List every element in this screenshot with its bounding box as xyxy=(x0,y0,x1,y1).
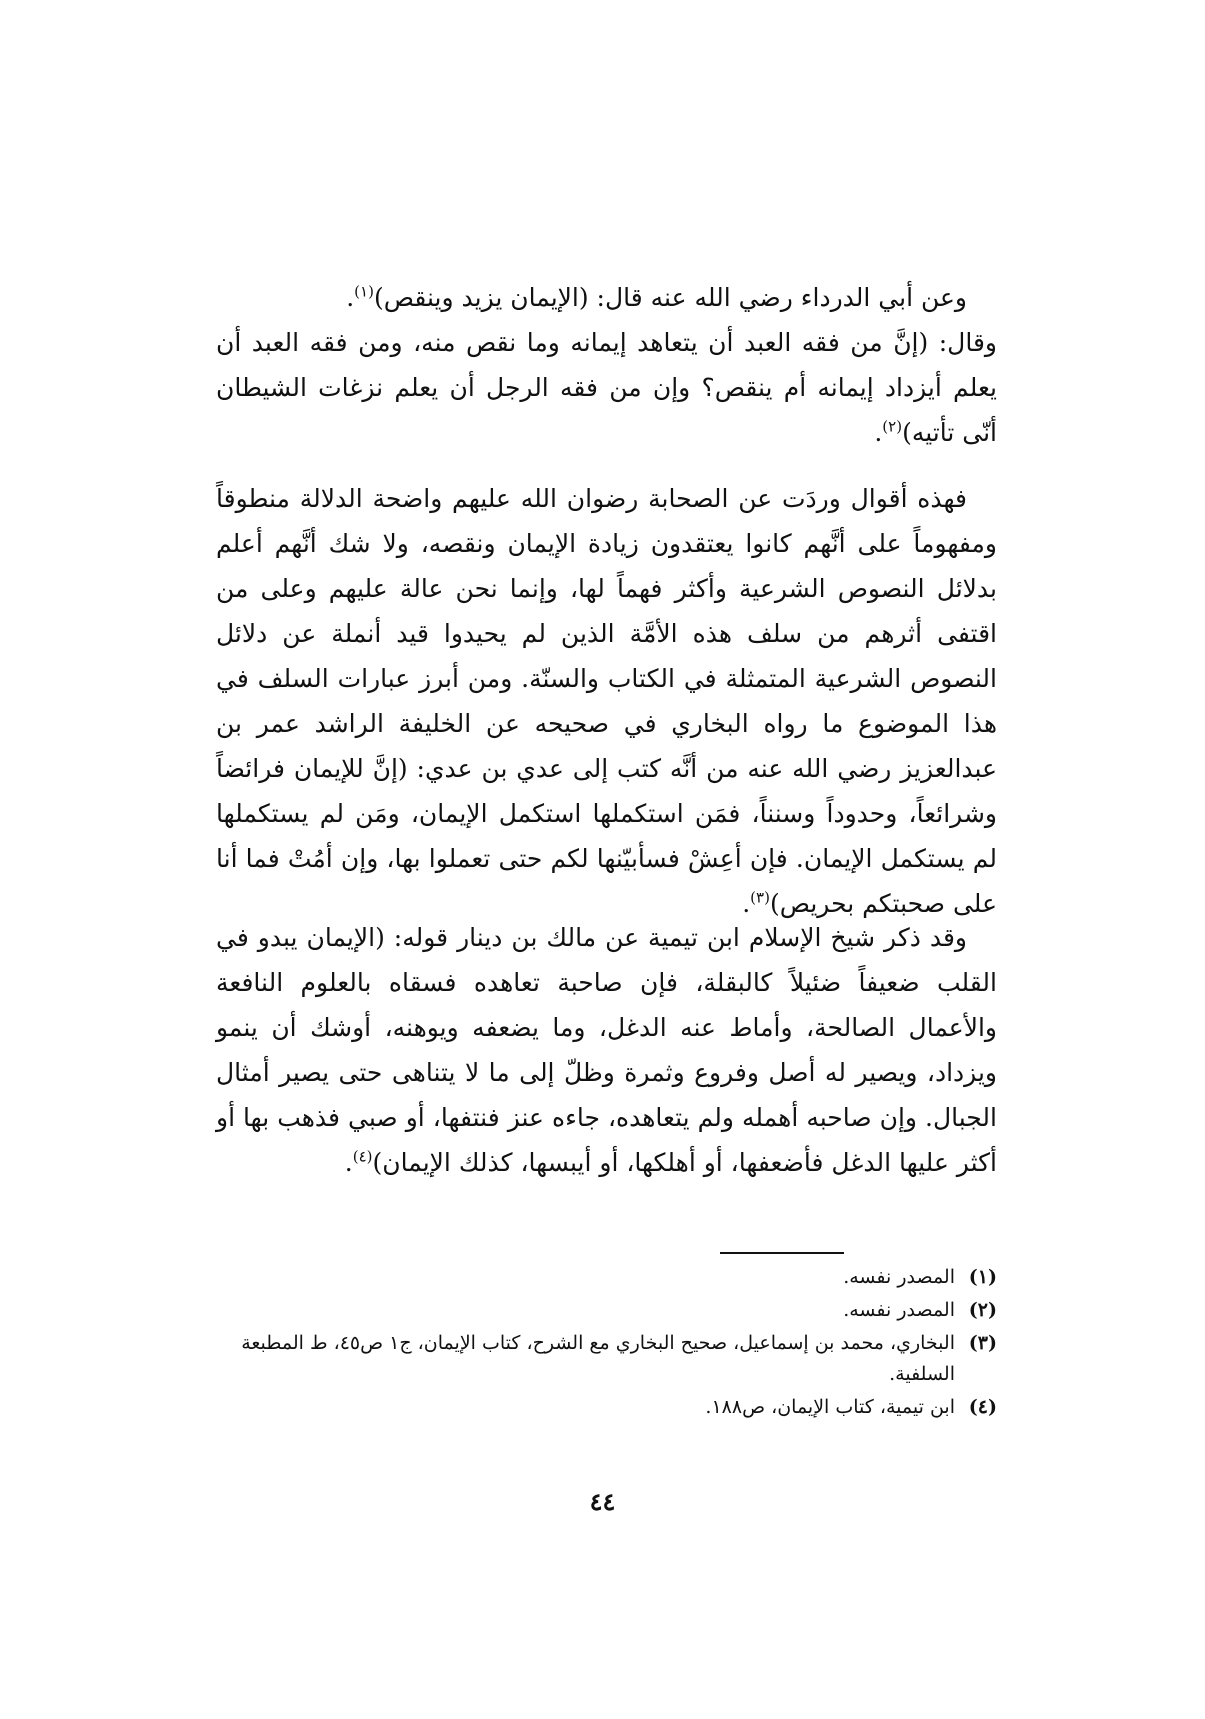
footnote-text: ابن تيمية، كتاب الإيمان، ص١٨٨. xyxy=(705,1396,955,1418)
page-number: ٤٤ xyxy=(589,1487,616,1516)
paragraph-text: وقال: (إنَّ من فقه العبد أن يتعاهد إيمانه وما نقص منه، ومن فقه العبد أن يعلم أيزداد إيمانه أم ينقص؟ وإن من فقه الرجل أن يعلم نزغات الشيطان أنّى تأتيه) xyxy=(216,328,997,447)
paragraph-line xyxy=(216,275,997,320)
paragraph-text: فهذه أقوال وردَت عن الصحابة رضوان الله عليهم واضحة الدلالة منطوقاً ومفهوماً على أنَّهم كانوا يعتقدون زيادة الإيمان ونقصه، ولا شك أنَّهم أعلم بدلائل النصوص الشرعية وأكثر فهماً لها، وإنما نحن عالة عليهم وعلى من اقتفى أثرهم من سلف هذه الأمَّة الذين لم يحيدوا قيد أنملة عن دلائل النصوص الشرعية المتمثلة في الكتاب والسنّة. ومن أبرز عبارات السلف في هذا الموضوع ما رواه البخاري في صحيحه عن الخليفة الراشد عمر بن عبدالعزيز رضي الله عنه من أنَّه كتب إلى عدي بن عدي: (إنَّ للإيمان فرائضاً وشرائعاً، وحدوداً وسنناً، فمَن استكملها استكمل الإيمان، ومَن لم يستكملها لم يستكمل الإيمان. فإن أعِشْ فسأبيّنها لكم حتى تعملوا بها، وإن أمُتْ فما أنا على صحبتكم بحريص) xyxy=(216,484,998,918)
paragraph-text: وعن أبي الدرداء رضي الله عنه قال: (الإيمان يزيد وينقص) xyxy=(373,283,967,312)
footnote-text: البخاري، محمد بن إسماعيل، صحيح البخاري مع الشرح، كتاب الإيمان، ج١ ص٤٥، ط المطبعة السلفية. xyxy=(241,1332,955,1385)
paragraph-line xyxy=(216,476,997,926)
footnote-item xyxy=(216,1392,997,1423)
footnote-marker: (٣) xyxy=(750,888,770,907)
paragraph-line xyxy=(216,915,997,1185)
footnote-text: المصدر نفسه. xyxy=(843,1266,955,1288)
footnote-number: (٤) xyxy=(968,1396,997,1418)
footnote-item xyxy=(216,1328,997,1390)
paragraph-line xyxy=(216,320,997,455)
footnote-item xyxy=(216,1295,997,1326)
footnotes xyxy=(216,1262,997,1425)
paragraph-companions xyxy=(216,476,997,926)
sentence-end: . xyxy=(344,1148,353,1177)
footnote-number: (١) xyxy=(968,1266,997,1288)
paragraph-ibn-taymiyya xyxy=(216,915,997,1185)
footnote-marker: (١) xyxy=(354,282,374,301)
footnote-divider xyxy=(720,1252,844,1254)
footnote-marker: (٤) xyxy=(352,1147,373,1166)
sentence-end: . xyxy=(346,283,355,312)
sentence-end: . xyxy=(742,889,751,918)
paragraph-abu-darda xyxy=(216,275,997,455)
footnote-marker: (٢) xyxy=(882,417,903,436)
paragraph-text: وقد ذكر شيخ الإسلام ابن تيمية عن مالك بن دينار قوله: (الإيمان يبدو في القلب ضعيفاً ضئيلاً كالبقلة، فإن صاحبة تعاهده فسقاه بالعلوم النافعة والأعمال الصالحة، وأماط عنه الدغل، وما يضعفه ويوهنه، أوشك أن ينمو ويزداد، ويصير له أصل وفروع وثمرة وظلّ إلى ما لا يتناهى حتى يصير أمثال الجبال. وإن صاحبه أهمله ولم يتعاهده، جاءه عنز فنتفها، أو صبي فذهب بها أو أكثر عليها الدغل فأضعفها، أو أهلكها، أو أيبسها، كذلك الإيمان) xyxy=(216,923,997,1177)
footnote-number: (٢) xyxy=(968,1299,997,1321)
footnote-text: المصدر نفسه. xyxy=(843,1299,955,1321)
footnote-number: (٣) xyxy=(968,1332,997,1354)
footnote-item xyxy=(216,1262,997,1293)
sentence-end: . xyxy=(874,418,883,447)
